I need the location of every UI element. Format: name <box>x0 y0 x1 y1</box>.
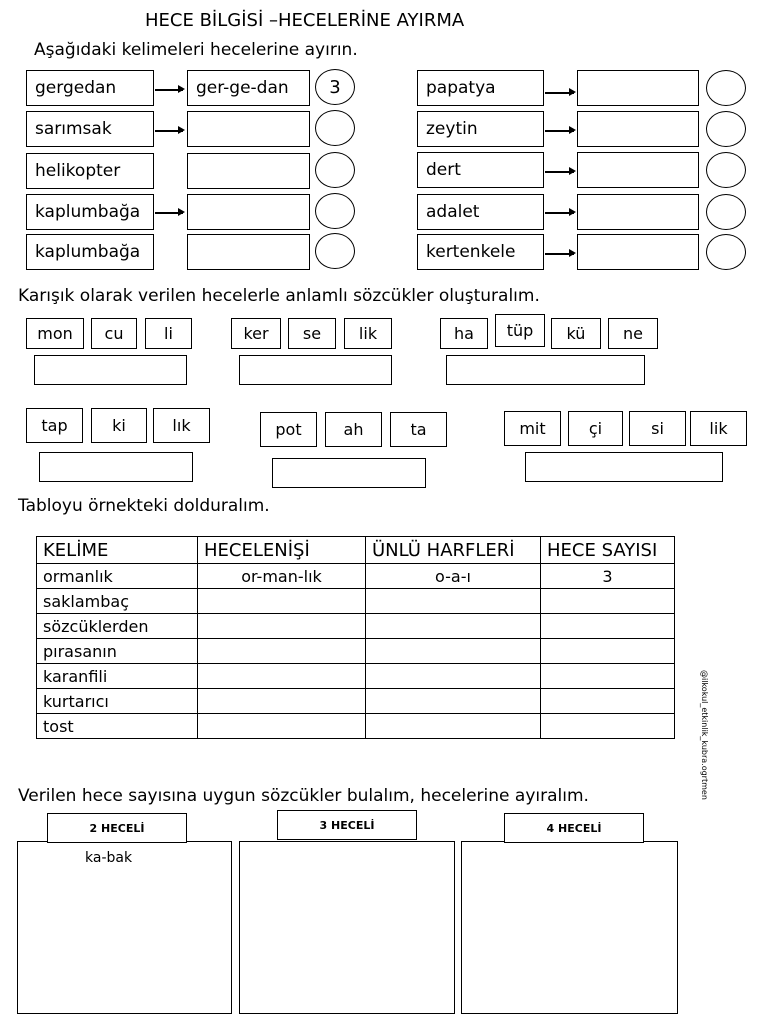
word-box: helikopter <box>26 153 154 189</box>
arrow <box>155 130 183 132</box>
word-box: kertenkele <box>417 234 544 270</box>
section3-instruction: Tabloyu örnekteki dolduralım. <box>18 496 270 516</box>
category-box-4[interactable] <box>461 841 678 1014</box>
syllable-card: ki <box>91 408 147 443</box>
table-row <box>37 589 675 614</box>
word-box: dert <box>417 152 544 188</box>
arrow <box>545 171 574 173</box>
count-cell[interactable] <box>541 664 675 689</box>
answer-box[interactable] <box>577 70 699 106</box>
syllable-card: ah <box>325 412 382 447</box>
category-label: 3 HECELİ <box>277 810 417 840</box>
syllable-cell[interactable] <box>198 689 366 714</box>
syllable-cell[interactable] <box>198 714 366 739</box>
table-row <box>37 714 675 739</box>
example-answer: ka-bak <box>85 850 133 866</box>
vowel-cell[interactable] <box>366 714 541 739</box>
answer-box[interactable] <box>187 194 310 230</box>
syllable-card: tüp <box>495 314 545 347</box>
answer-box[interactable] <box>187 111 310 147</box>
page-title: HECE BİLGİSİ –HECELERİNE AYIRMA <box>145 10 465 31</box>
count-circle[interactable] <box>315 110 355 146</box>
arrow <box>545 92 574 94</box>
vowel-cell[interactable] <box>366 614 541 639</box>
header-cell: HECE SAYISI <box>541 537 675 564</box>
word-cell: tost <box>37 714 198 739</box>
table-row <box>37 689 675 714</box>
syllable-cell[interactable] <box>198 639 366 664</box>
answer-box[interactable] <box>577 234 699 270</box>
count-circle[interactable] <box>315 152 355 188</box>
count-cell[interactable] <box>541 614 675 639</box>
word-box: sarımsak <box>26 111 154 147</box>
word-box: gergedan <box>26 70 154 106</box>
syllable-card: se <box>288 318 336 349</box>
answer-box[interactable] <box>577 194 699 230</box>
section4-instruction: Verilen hece sayısına uygun sözcükler bulalım, hecelerine ayıralım. <box>18 786 589 806</box>
syllable-cell[interactable] <box>198 614 366 639</box>
arrow <box>155 212 183 214</box>
answer-box[interactable] <box>446 355 645 385</box>
count-circle[interactable]: 3 <box>315 69 355 105</box>
section1-instruction: Aşağıdaki kelimeleri hecelerine ayırın. <box>34 40 358 60</box>
count-cell: 3 <box>541 564 675 589</box>
syllable-cell: or-man-lık <box>198 564 366 589</box>
count-circle[interactable] <box>706 234 746 270</box>
syllable-card: ne <box>608 318 658 349</box>
count-circle[interactable] <box>706 70 746 106</box>
syllable-card: lik <box>344 318 392 349</box>
table-row <box>37 664 675 689</box>
category-label: 2 HECELİ <box>47 813 187 843</box>
syllable-card: tap <box>26 408 83 443</box>
header-cell: KELİME <box>37 537 198 564</box>
vowel-cell[interactable] <box>366 689 541 714</box>
count-circle[interactable] <box>315 193 355 229</box>
category-box-3[interactable] <box>239 841 455 1014</box>
count-circle[interactable] <box>315 233 355 269</box>
syllable-cell[interactable] <box>198 664 366 689</box>
syllable-card: pot <box>260 412 317 447</box>
word-cell: kurtarıcı <box>37 689 198 714</box>
syllable-card: çi <box>568 411 623 446</box>
syllable-card: ta <box>390 412 447 447</box>
arrow <box>545 212 574 214</box>
word-cell: karanfili <box>37 664 198 689</box>
syllable-card: lik <box>690 411 747 446</box>
answer-box[interactable] <box>577 111 699 147</box>
header-cell: ÜNLÜ HARFLERİ <box>366 537 541 564</box>
arrow <box>545 253 574 255</box>
vowel-cell: o-a-ı <box>366 564 541 589</box>
word-cell: pırasanın <box>37 639 198 664</box>
answer-box[interactable] <box>577 152 699 188</box>
word-box: adalet <box>417 194 544 230</box>
vowel-cell[interactable] <box>366 664 541 689</box>
count-cell[interactable] <box>541 589 675 614</box>
table-row <box>37 639 675 664</box>
table-header <box>37 537 675 564</box>
word-box: zeytin <box>417 111 544 147</box>
answer-box[interactable]: ger-ge-dan <box>187 70 310 106</box>
syllable-cell[interactable] <box>198 589 366 614</box>
word-box: papatya <box>417 70 544 106</box>
category-box-2[interactable] <box>17 841 232 1014</box>
table-row <box>37 564 675 589</box>
section2-instruction: Karışık olarak verilen hecelerle anlamlı sözcükler oluşturalım. <box>18 286 540 306</box>
syllable-card: kü <box>551 318 601 349</box>
syllable-card: ha <box>440 318 488 349</box>
word-cell: sözcüklerden <box>37 614 198 639</box>
syllable-card: ker <box>231 318 281 349</box>
syllable-card: mit <box>504 411 561 446</box>
author-watermark: @ilkokul_etkinlik_kubra.ogrtmen <box>700 670 709 800</box>
answer-box[interactable] <box>272 458 426 488</box>
count-circle[interactable] <box>706 194 746 230</box>
syllable-card: li <box>145 318 192 349</box>
count-cell[interactable] <box>541 689 675 714</box>
answer-box[interactable] <box>525 452 723 482</box>
count-circle[interactable] <box>706 111 746 147</box>
word-box: kaplumbağa <box>26 234 154 270</box>
syllable-card: mon <box>26 318 84 349</box>
answer-box[interactable] <box>239 355 392 385</box>
word-table <box>36 536 675 739</box>
word-box: kaplumbağa <box>26 194 154 230</box>
word-cell: ormanlık <box>37 564 198 589</box>
count-cell[interactable] <box>541 714 675 739</box>
syllable-card: cu <box>91 318 137 349</box>
answer-box[interactable] <box>34 355 187 385</box>
count-cell[interactable] <box>541 639 675 664</box>
syllable-card: lık <box>153 408 210 443</box>
arrow <box>545 130 574 132</box>
syllable-card: si <box>629 411 686 446</box>
category-label: 4 HECELİ <box>504 813 644 843</box>
vowel-cell[interactable] <box>366 589 541 614</box>
answer-box[interactable] <box>187 153 310 189</box>
table-row <box>37 614 675 639</box>
answer-box[interactable] <box>39 452 193 482</box>
header-cell: HECELENİŞİ <box>198 537 366 564</box>
count-circle[interactable] <box>706 152 746 188</box>
vowel-cell[interactable] <box>366 639 541 664</box>
arrow <box>155 89 183 91</box>
answer-box[interactable] <box>187 234 310 270</box>
word-cell: saklambaç <box>37 589 198 614</box>
